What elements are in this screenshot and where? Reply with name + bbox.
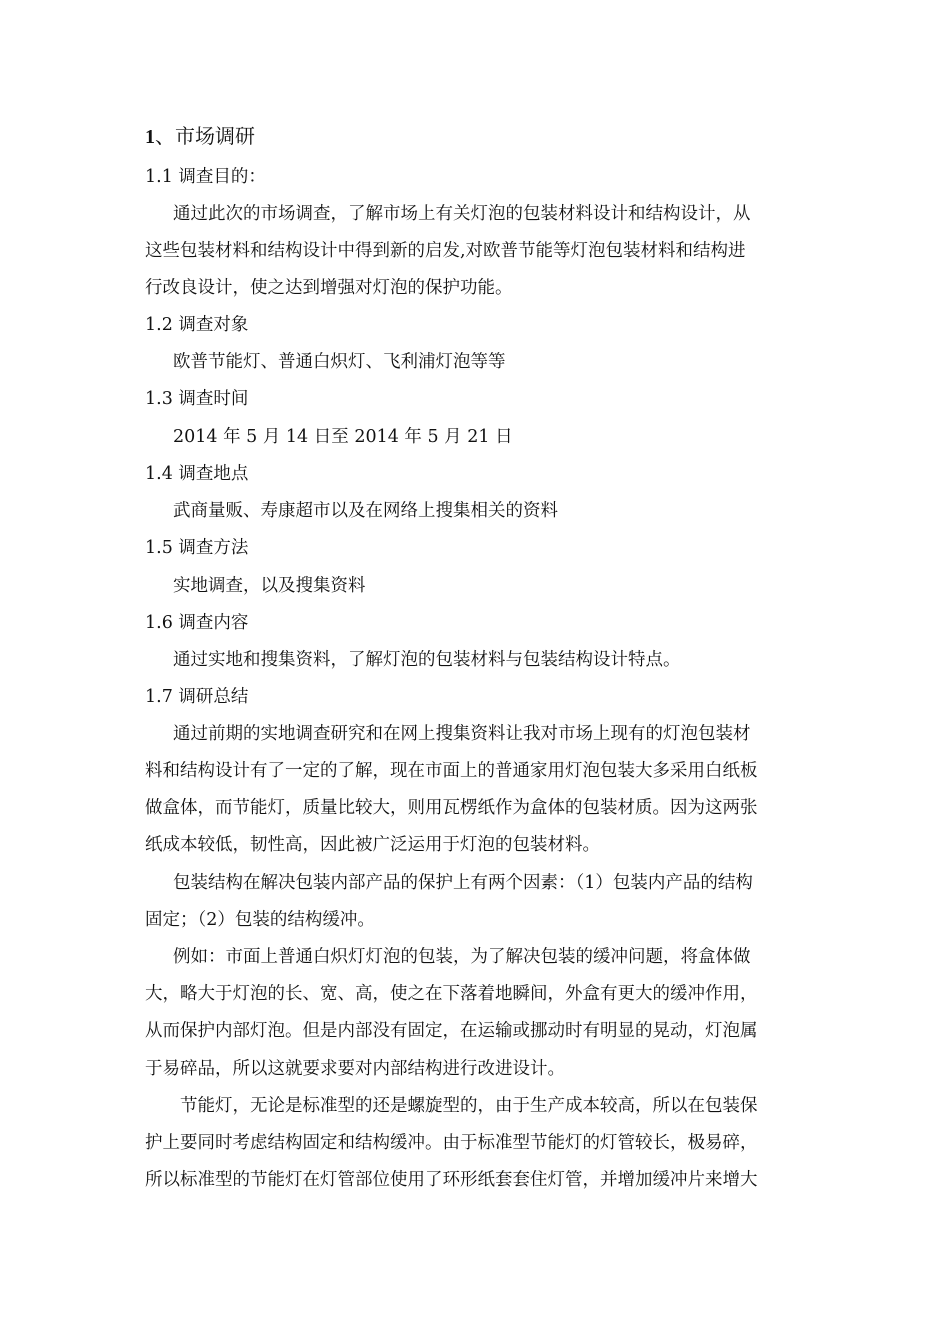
paragraph-line: 通过前期的实地调查研究和在网上搜集资料让我对市场上现有的灯泡包装材: [173, 724, 751, 744]
section-number: 1: [145, 126, 155, 148]
subsection-body-1-4: 武商量贩、寿康超市以及在网络上搜集相关的资料: [173, 501, 558, 521]
subsection-title-1-3: 1.3 调查时间: [145, 389, 249, 409]
paragraph-line: 通过此次的市场调查，了解市场上有关灯泡的包装材料设计和结构设计，从: [173, 204, 751, 224]
paragraph-line: 料和结构设计有了一定的了解，现在市面上的普通家用灯泡包装大多采用白纸板: [145, 761, 758, 781]
paragraph-line: 行改良设计，使之达到增强对灯泡的保护功能。: [145, 278, 513, 298]
subsection-body-1-6: 通过实地和搜集资料，了解灯泡的包装材料与包装结构设计特点。: [173, 650, 681, 670]
section-title: 、市场调研: [155, 124, 255, 148]
subsection-body-1-3: 2014 年 5 月 14 日至 2014 年 5 月 21 日: [173, 427, 513, 447]
paragraph-line: 例如：市面上普通白炽灯灯泡的包装，为了解决包装的缓冲问题，将盒体做: [173, 947, 751, 967]
paragraph-line: 从而保护内部灯泡。但是内部没有固定，在运输或挪动时有明显的晃动，灯泡属: [145, 1021, 758, 1041]
subsection-body-1-2: 欧普节能灯、普通白炽灯、飞利浦灯泡等等: [173, 352, 506, 372]
paragraph-line: 节能灯，无论是标准型的还是螺旋型的，由于生产成本较高，所以在包装保: [180, 1096, 758, 1116]
section-heading: [145, 125, 255, 148]
paragraph-line: 于易碎品，所以这就要求要对内部结构进行改进设计。: [145, 1059, 565, 1079]
paragraph-line: 纸成本较低，韧性高，因此被广泛运用于灯泡的包装材料。: [145, 835, 600, 855]
subsection-title-1-4: 1.4 调查地点: [145, 464, 249, 484]
paragraph-line: 大，略大于灯泡的长、宽、高，使之在下落着地瞬间，外盒有更大的缓冲作用，: [145, 984, 758, 1004]
subsection-title-1-7: 1.7 调研总结: [145, 687, 249, 707]
subsection-title-1-6: 1.6 调查内容: [145, 613, 249, 633]
subsection-title-1-1: 1.1 调查目的：: [145, 167, 266, 187]
paragraph-line: 固定；（2）包装的结构缓冲。: [145, 910, 375, 930]
paragraph-line: 包装结构在解决包装内部产品的保护上有两个因素：（1）包装内产品的结构: [173, 873, 753, 893]
paragraph-line: 这些包装材料和结构设计中得到新的启发,对欧普节能等灯泡包装材料和结构进: [145, 241, 746, 261]
subsection-title-1-2: 1.2 调查对象: [145, 315, 249, 335]
paragraph-line: 护上要同时考虑结构固定和结构缓冲。由于标准型节能灯的灯管较长，极易碎，: [145, 1133, 758, 1153]
subsection-body-1-5: 实地调查，以及搜集资料: [173, 576, 366, 596]
paragraph-line: 做盒体，而节能灯，质量比较大，则用瓦楞纸作为盒体的包装材质。因为这两张: [145, 798, 758, 818]
paragraph-line: 所以标准型的节能灯在灯管部位使用了环形纸套套住灯管，并增加缓冲片来增大: [145, 1170, 758, 1190]
subsection-title-1-5: 1.5 调查方法: [145, 538, 249, 558]
